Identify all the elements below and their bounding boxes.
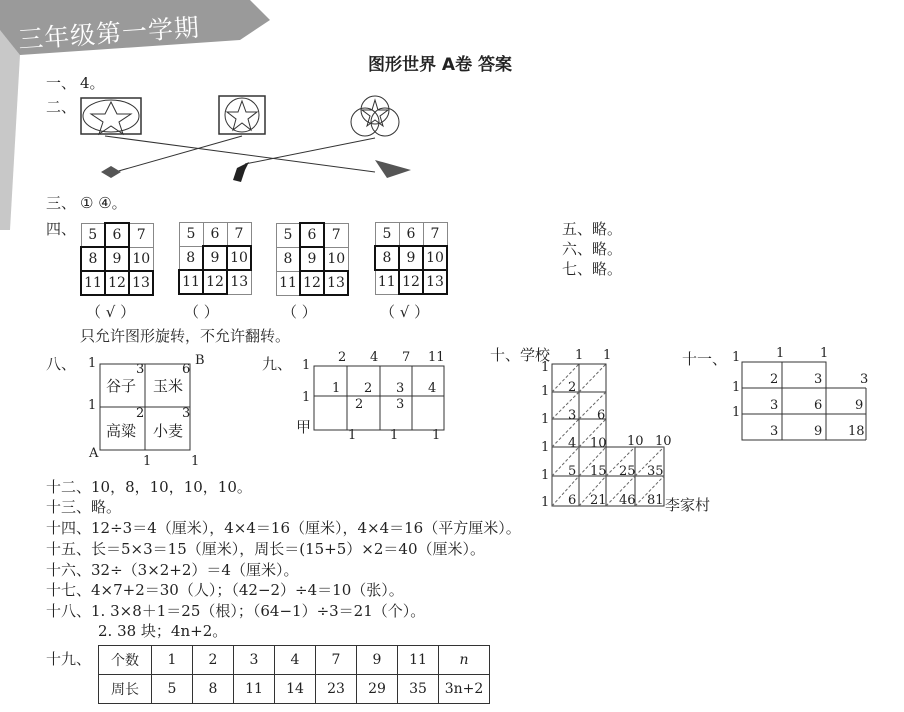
q9-path-grid [312,360,448,432]
q11-left-1: 1 [732,350,741,365]
q9-left-2: 1 [302,390,311,405]
q11-r3-3: 18 [848,424,865,439]
q8-edge-4: 1 [191,454,200,469]
q7-answer: 七、略。 [562,260,623,278]
q10-label: 十、学校 [490,346,551,364]
q4-mark-4: （ √ ） [380,303,430,321]
q10-num-4: 5 [568,464,577,479]
q10-num-1: 2 [568,380,577,395]
q10-right-3: 25 [619,464,636,479]
q4-grid-2: 5 6 7 8 9 10 11 12 13 [178,222,252,295]
q10-right-1: 10 [627,434,644,449]
q8-cell-1: 谷子 [106,377,137,395]
q4-grid-3: 5 6 7 8 9 10 11 12 13 [276,222,349,296]
q11-r2-1: 3 [770,398,779,413]
q8-cell-4: 小麦 [153,422,184,440]
q10-col2-4: 21 [590,493,607,508]
q3-answer: ① ④。 [80,194,127,212]
q10-end: 李家村 [665,496,711,514]
q11-r1-2: 3 [814,372,823,387]
q8-cell-2: 玉米 [153,377,184,395]
q10-col2-1: 6 [597,408,606,423]
answer-line-18: 十八、1. 3×8＋1＝25（根）；（64−1）÷3＝21（个）。 [46,602,426,620]
q9-row-1: 1 [332,381,341,396]
q10-left-4: 1 [541,440,550,455]
q9-top-1: 2 [338,350,347,365]
q2-label: 二、 [46,98,77,116]
q10-left-6: 1 [541,495,550,510]
q9-bottom-2: 1 [390,428,399,443]
q8-corner-b: B [195,353,205,368]
q10-col2-2: 10 [590,436,607,451]
q9-label: 九、 [262,355,293,373]
q11-left-3: 1 [732,405,741,420]
q11-r2-3: 9 [855,398,864,413]
page-title: 图形世界 A卷 答案 [368,55,512,75]
q1-label: 一、 [46,74,77,92]
q5-answer: 五、略。 [562,220,623,238]
q9-row-2: 2 [364,381,373,396]
q10-col2-3: 15 [590,464,607,479]
q10-left-3: 1 [541,412,550,427]
q10-left-5: 1 [541,468,550,483]
q10-left-2: 1 [541,384,550,399]
q9-jia: 甲 [296,418,312,436]
q8-edge-1: 1 [88,356,97,371]
answer-line-15: 十五、长＝5×3＝15（厘米），周长＝(15+5）×2＝40（厘米）。 [46,540,485,558]
q11-r1-3: 3 [860,372,869,387]
q2-matching-figure [75,92,435,188]
q8-label: 八、 [46,355,77,373]
q10-num-5: 6 [568,493,577,508]
q10-right-6: 81 [647,493,664,508]
q10-num-2: 3 [568,408,577,423]
q11-r2-2: 6 [814,398,823,413]
q10-right-5: 46 [619,493,636,508]
q19-table [98,645,490,704]
q10-left-1: 1 [541,360,550,375]
q10-right-4: 35 [647,464,664,479]
q8-edge-2: 1 [88,398,97,413]
q4-label: 四、 [46,220,77,238]
q8-small-3: 2 [136,406,145,421]
q19-label: 十九、 [46,650,92,668]
answer-line-12: 十二、10，8，10，10，10。 [46,478,252,496]
q11-left-2: 1 [732,380,741,395]
q11-r3-2: 9 [814,424,823,439]
q4-grid-4: 5 6 7 8 9 10 11 12 13 [374,222,448,295]
answer-line-18b: 2. 38 块；4n+2。 [98,622,228,640]
q9-mid-1: 2 [355,397,364,412]
q10-right-2: 10 [655,434,672,449]
q4-note: 只允许图形旋转，不允许翻转。 [80,327,291,345]
q10-top-2: 1 [603,348,612,363]
q9-top-4: 11 [428,350,445,365]
q4-mark-1: （ √ ） [86,303,136,321]
q8-edge-3: 1 [143,454,152,469]
q4-grid-1: 5 6 7 8 9 10 11 12 13 [80,222,154,296]
answer-line-17: 十七、4×7+2＝30（人）；（42−2）÷4＝10（张）。 [46,581,404,599]
q9-row-3: 3 [396,381,405,396]
table-row: 周长 5 8 11 14 23 29 35 3n+2 [99,675,490,704]
q11-r1-1: 2 [770,372,779,387]
table-row: 个数 1 2 3 4 7 9 11 n [99,646,490,675]
q8-small-4: 3 [182,406,191,421]
q8-small-2: 6 [182,362,191,377]
q8-cell-3: 高粱 [106,422,137,440]
q6-answer: 六、略。 [562,240,623,258]
q9-left-1: 1 [302,358,311,373]
q8-corner-a: A [89,446,99,461]
q8-field-grid [96,360,196,456]
q9-top-2: 4 [370,350,379,365]
q4-mark-2: （ ） [184,303,219,321]
q11-r3-1: 3 [770,424,779,439]
banner-title: 三年级第一学期 [17,12,201,55]
q11-top-2: 1 [820,346,829,361]
q8-small-1: 3 [136,362,145,377]
q11-top-1: 1 [776,346,785,361]
answer-line-16: 十六、32÷（3×2+2）＝4（厘米）。 [46,561,299,579]
q9-bottom-3: 1 [432,428,441,443]
q9-bottom-1: 1 [348,428,357,443]
q4-mark-3: （ ） [282,303,317,321]
q1-answer: 4。 [80,74,105,92]
q10-top-1: 1 [575,348,584,363]
q3-label: 三、 [46,194,77,212]
answer-line-13: 十三、略。 [46,498,122,516]
q9-row-4: 4 [428,381,437,396]
q9-mid-2: 3 [396,397,405,412]
q9-top-3: 7 [402,350,411,365]
answer-line-14: 十四、12÷3＝4（厘米），4×4＝16（厘米），4×4＝16（平方厘米）。 [46,519,521,537]
q11-label: 十一、 [682,350,728,368]
q10-num-3: 4 [568,436,577,451]
